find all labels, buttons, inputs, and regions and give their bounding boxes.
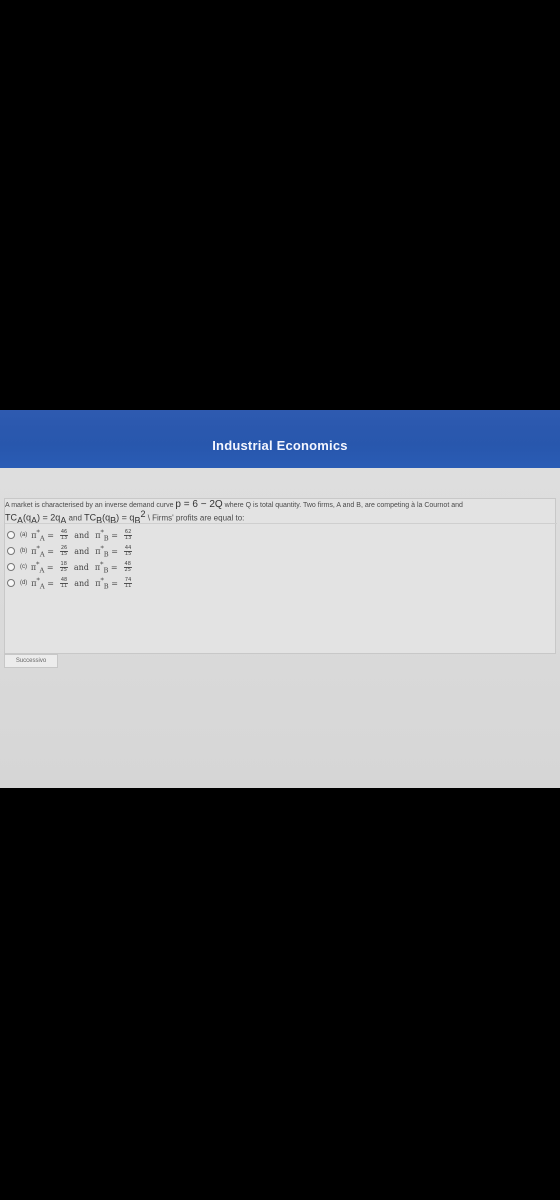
- pi-a-symbol: $\pi^*_A$ =: [31, 528, 54, 543]
- pi-b-symbol: $\pi^*_B$ =: [95, 528, 118, 543]
- question-line-2-suffix: \ Firms' profits are equal to:: [145, 513, 245, 523]
- pi-b-denominator: 13: [124, 534, 132, 541]
- pi-a-denominator: 15: [60, 550, 68, 557]
- option-c[interactable]: [7, 560, 134, 576]
- content-area: [0, 468, 560, 788]
- pi-b-symbol: $\pi^*_B$ =: [95, 544, 118, 559]
- app-screen: [0, 410, 560, 788]
- pi-b-numerator: 74: [124, 576, 132, 583]
- pi-b-denominator: 25: [124, 566, 131, 573]
- pi-a-fraction: [60, 530, 68, 541]
- and-connector: and: [66, 513, 85, 523]
- pi-a-numerator: 18: [60, 560, 67, 567]
- tcb-superscript: 2: [140, 509, 146, 519]
- and-text: and: [73, 562, 89, 572]
- pi-a-numerator: 48: [60, 576, 68, 583]
- tca-eq: ) = 2q: [37, 512, 61, 523]
- pi-a-denominator: 11: [60, 582, 68, 589]
- radio-icon[interactable]: [7, 579, 15, 587]
- option-b[interactable]: [7, 544, 134, 560]
- demand-expression: p = 6 − 2Q: [175, 499, 223, 510]
- option-a[interactable]: [7, 528, 134, 544]
- pi-b-fraction: [124, 562, 132, 573]
- pi-a-fraction: [60, 578, 68, 589]
- pi-a-denominator: 25: [60, 566, 67, 573]
- question-text-suffix: where Q is total quantity. Two firms, A and B, are competing à la Cournot and: [222, 502, 463, 509]
- pi-a-symbol: $\pi^*_A$ =: [31, 576, 54, 591]
- pi-b-denominator: 11: [124, 582, 132, 589]
- option-label: (d): [19, 580, 28, 587]
- and-text: and: [74, 546, 90, 556]
- pi-a-symbol: $\pi^*_A$ =: [30, 560, 54, 575]
- option-label: (c): [19, 564, 27, 571]
- question-text-prefix: A market is characterised by an inverse demand curve: [5, 502, 176, 509]
- tcb-label: TC: [84, 512, 97, 523]
- pi-a-numerator: 46: [60, 528, 68, 535]
- tca-arg: (q: [23, 512, 32, 523]
- tcb-arg-subscript: B: [110, 515, 117, 526]
- pi-b-symbol: $\pi^*_B$ =: [95, 576, 118, 591]
- tcb-arg: (q: [102, 512, 111, 523]
- tca-subscript: A: [17, 515, 24, 526]
- radio-icon[interactable]: [7, 563, 15, 571]
- radio-icon[interactable]: [7, 547, 15, 555]
- question-card: [4, 498, 556, 654]
- tcb-eq: ) = q: [116, 512, 135, 523]
- pi-a-denominator: 13: [60, 534, 68, 541]
- pi-b-numerator: 44: [124, 544, 132, 551]
- pi-a-symbol: $\pi^*_A$ =: [31, 544, 54, 559]
- tca-label: TC: [5, 512, 17, 523]
- pi-b-symbol: $\pi^*_B$ =: [94, 560, 118, 575]
- and-text: and: [74, 578, 90, 588]
- tcb-subscript: B: [96, 515, 103, 526]
- page-title: Industrial Economics: [212, 438, 348, 453]
- pi-b-fraction: [124, 578, 132, 589]
- pi-a-numerator: 26: [60, 544, 68, 551]
- pi-b-numerator: 48: [124, 560, 131, 567]
- option-label: (a): [19, 532, 28, 539]
- next-button[interactable]: Successivo: [4, 654, 58, 668]
- tca-arg-subscript: A: [31, 515, 38, 526]
- pi-b-fraction: [124, 530, 132, 541]
- pi-a-fraction: [60, 562, 68, 573]
- option-label: (b): [19, 548, 28, 555]
- pi-b-fraction: [124, 546, 132, 557]
- tca-eq-subscript: A: [60, 515, 67, 526]
- header-bar: [0, 410, 560, 468]
- radio-icon[interactable]: [7, 531, 15, 539]
- and-text: and: [74, 530, 90, 540]
- option-d[interactable]: [7, 576, 134, 592]
- options-list: [5, 523, 557, 591]
- pi-b-denominator: 15: [124, 550, 132, 557]
- pi-b-numerator: 62: [124, 528, 132, 535]
- tcb-eq-subscript: B: [134, 515, 141, 526]
- pi-a-fraction: [60, 546, 68, 557]
